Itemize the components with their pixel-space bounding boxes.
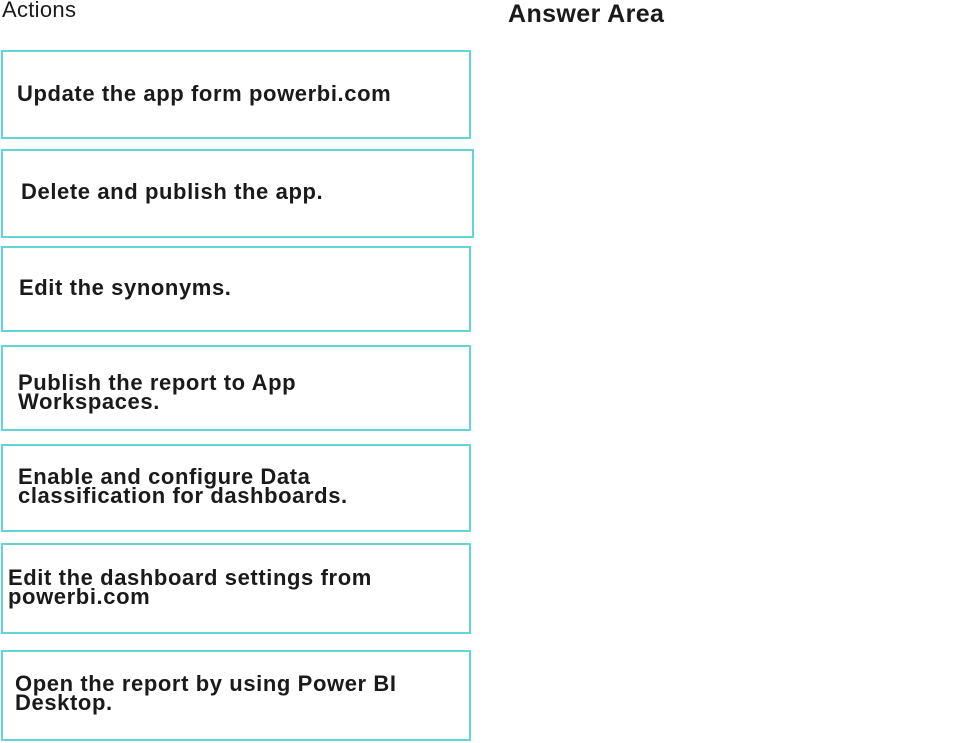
action-item-open-report[interactable] (1, 650, 471, 741)
action-item-label: Edit the synonyms. (19, 275, 232, 300)
action-item-label: Delete and publish the app. (21, 179, 324, 204)
action-item-publish-report[interactable] (1, 345, 471, 431)
action-item-label: Enable and configure Data classification for dashboards. (18, 464, 348, 508)
action-item-delete-publish[interactable] (1, 149, 474, 238)
answer-area-drop-zone[interactable] (505, 40, 965, 735)
answer-area-heading: Answer Area (508, 0, 665, 28)
action-item-edit-synonyms[interactable] (1, 246, 471, 332)
action-item-label: Publish the report to App Workspaces. (18, 370, 297, 414)
actions-heading: Actions (2, 0, 77, 22)
action-item-data-classification[interactable] (1, 444, 471, 532)
action-item-label: Edit the dashboard settings from powerbi.com (8, 565, 372, 609)
action-item-label: Open the report by using Power BI Desktop. (15, 671, 397, 715)
action-item-dashboard-settings[interactable] (1, 543, 471, 634)
action-item-label: Update the app form powerbi.com (17, 81, 392, 106)
action-item-update-app[interactable] (1, 50, 471, 139)
